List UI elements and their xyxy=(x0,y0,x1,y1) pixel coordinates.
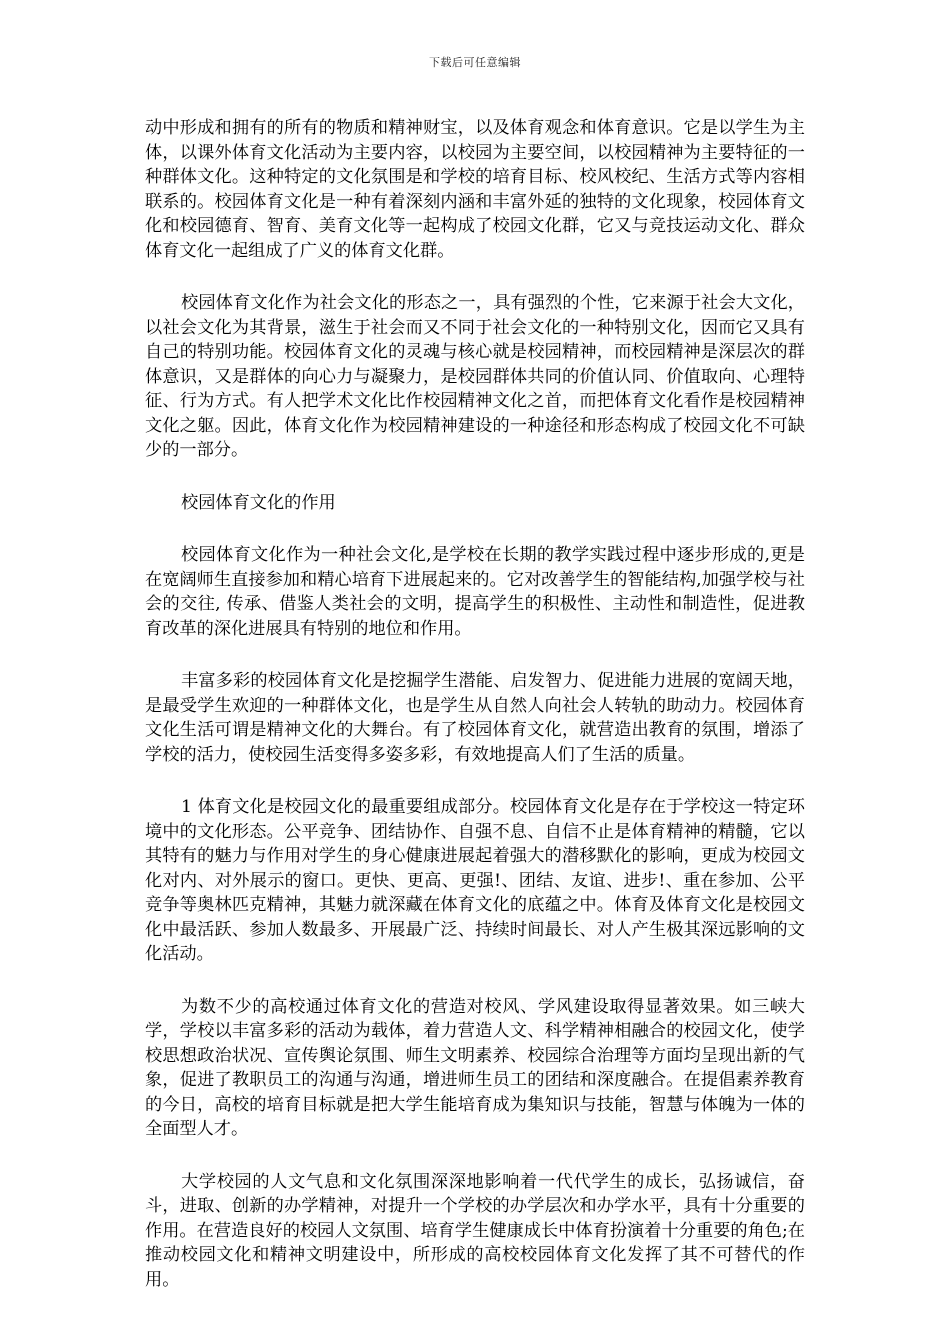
paragraph: 丰富多彩的校园体育文化是挖掘学生潜能、启发智力、促进能力进展的宽阔天地，是最受学生欢迎的一种群体文化，也是学生从自然人向社会人转轨的助动力。校园体育文化生活可谓是精神文化的大舞台。有了校园体育文化，就营造出教育的氛围，增添了学校的活力，使校园生活变得多姿多彩，有效地提高人们了生活的质量。 xyxy=(145,671,805,765)
page-header: 下载后可任意编辑 xyxy=(429,56,521,69)
paragraph: 为数不少的高校通过体育文化的营造对校风、学风建设取得显著效果。如三峡大学，学校以丰富多彩的活动为载体，着力营造人文、科学精神相融合的校园文化，使学校思想政治状况、宣传舆论氛围、师生文明素养、校园综合治理等方面均呈现出新的气象，促进了教职员工的沟通与沟通，增进师生员工的团结和深度融合。在提倡素养教育的今日，高校的培育目标就是把大学生能培育成为集知识与技能，智慧与体魄为一体的全面型人才。 xyxy=(145,996,805,1139)
paragraph: 大学校园的人文气息和文化氛围深深地影响着一代代学生的成长，弘扬诚信，奋斗，进取、创新的办学精神，对提升一个学校的办学层次和办学水平，具有十分重要的作用。在营造良好的校园人文氛围、培育学生健康成长中体育扮演着十分重要的角色;在推动校园文化和精神文明建设中，所形成的高校校园体育文化发挥了其不可替代的作用。 xyxy=(145,1171,805,1290)
paragraph: 1 体育文化是校园文化的最重要组成部分。校园体育文化是存在于学校这一特定环境中的文化形态。公平竞争、团结协作、自强不息、自信不止是体育精神的精髓，它以其特有的魅力与作用对学生的身心健康进展起着强大的潜移默化的影响，更成为校园文化对内、对外展示的窗口。更快、更高、更强!、团结、友谊、进步!、重在参加、公平竞争等奥林匹克精神，其魅力就深藏在体育文化的底蕴之中。体育及体育文化是校园文化中最活跃、参加人数最多、开展最广泛、持续时间最长、对人产生极其深远影响的文化活动。 xyxy=(145,797,805,964)
paragraph-continuation: 动中形成和拥有的所有的物质和精神财宝，以及体育观念和体育意识。它是以学生为主体，以课外体育文化活动为主要内容，以校园为主要空间，以校园精神为主要特征的一种群体文化。这种特定的文化氛围是和学校的培育目标、校风校纪、生活方式等内容相联系的。校园体育文化是一种有着深刻内涵和丰富外延的独特的文化现象，校园体育文化和校园德育、智育、美育文化等一起构成了校园文化群，它又与竞技运动文化、群众体育文化一起组成了广义的体育文化群。 xyxy=(145,118,805,261)
paragraph: 校园体育文化作为社会文化的形态之一，具有强烈的个性，它来源于社会大文化，以社会文化为其背景，滋生于社会而又不同于社会文化的一种特别文化，因而它又具有自己的特别功能。校园体育文化的灵魂与核心就是校园精神，而校园精神是深层次的群体意识，又是群体的向心力与凝聚力，是校园群体共同的价值认同、价值取向、心理特征、行为方式。有人把学术文化比作校园精神文化之首，而把体育文化看作是校园精神文化之躯。因此，体育文化作为校园精神建设的一种途径和形态构成了校园文化不可缺少的一部分。 xyxy=(145,293,805,460)
document-body xyxy=(145,116,805,1320)
paragraph: 校园体育文化作为一种社会文化,是学校在长期的教学实践过程中逐步形成的,更是在宽阔师生直接参加和精心培育下进展起来的。它对改善学生的智能结构,加强学校与社会的交往, 传承、借鉴人类社会的文明，提高学生的积极性、主动性和制造性，促进教育改革的深化进展具有特别的地位和作用。 xyxy=(145,545,805,639)
section-heading: 校园体育文化的作用 xyxy=(181,492,336,513)
